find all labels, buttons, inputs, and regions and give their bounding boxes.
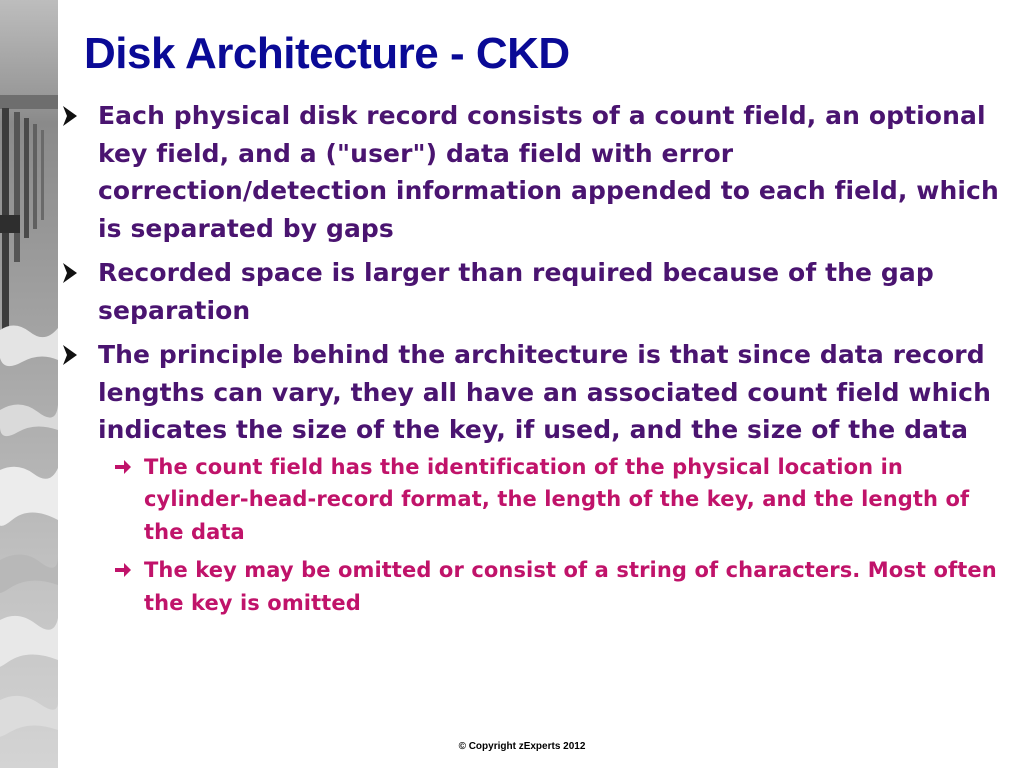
right-arrow-icon — [114, 554, 132, 586]
right-arrow-icon — [114, 451, 132, 483]
bullet-item — [60, 254, 1010, 329]
bullet-list — [60, 97, 1010, 626]
arrowhead-bullet-icon — [60, 336, 86, 373]
sub-bullet-list — [98, 451, 1010, 620]
bullet-item — [60, 97, 1010, 247]
arrowhead-bullet-icon — [60, 97, 86, 134]
copyright-footer: © Copyright zExperts 2012 — [458, 741, 586, 752]
bullet-text: The principle behind the architecture is that since data record lengths can vary, they all have an associated count field which indicates the size of the key, if used, and the size of the data — [98, 340, 991, 444]
slide-title: Disk Architecture - CKD — [84, 29, 570, 78]
sub-bullet-item — [106, 451, 1010, 549]
sub-bullet-item — [106, 554, 1010, 619]
sub-bullet-text: The key may be omitted or consist of a string of characters. Most often the key is omitted — [144, 558, 997, 615]
bullet-item — [60, 336, 1010, 619]
arrowhead-bullet-icon — [60, 254, 86, 291]
bullet-text: Each physical disk record consists of a count field, an optional key field, and a ("user") data field with error correction/detection information appended to each field, which is separated by gaps — [98, 101, 999, 243]
seascape-photo-strip — [0, 0, 58, 768]
sub-bullet-text: The count field has the identification of the physical location in cylinder-head-record format, the length of the key, and the length of the data — [144, 454, 970, 544]
bullet-text: Recorded space is larger than required because of the gap separation — [98, 258, 934, 325]
